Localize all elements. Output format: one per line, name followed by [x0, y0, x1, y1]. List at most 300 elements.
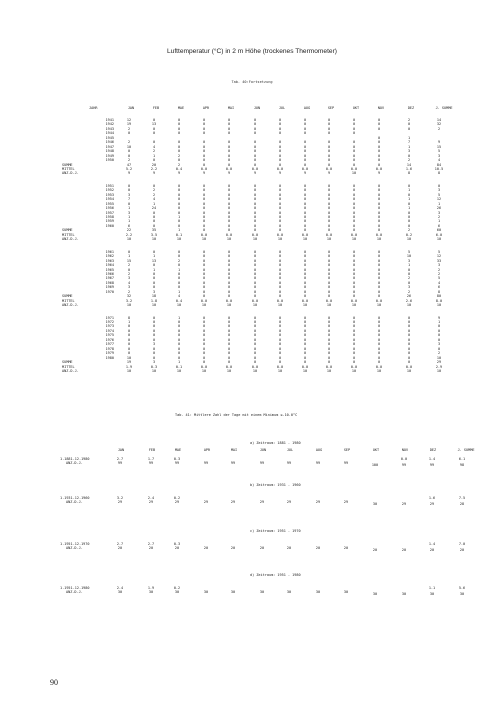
- table-cell: 0: [253, 215, 257, 219]
- table-cell: 0: [407, 280, 411, 285]
- table-cell: 0: [127, 149, 131, 154]
- table-cell: 0: [352, 153, 356, 158]
- table-cell: 0: [278, 210, 282, 215]
- table-cell: 26: [406, 294, 412, 299]
- table-cell: 0: [278, 315, 282, 320]
- year-label: 1977: [105, 342, 114, 347]
- page-title: Lufttemperatur (°C) in 2 m Höhe (trockenes Thermometer): [167, 48, 337, 55]
- table-cell: 0: [407, 342, 411, 347]
- table-cell: 0: [407, 210, 411, 215]
- table-cell: 2: [152, 149, 156, 154]
- table-cell: 30: [286, 590, 292, 595]
- table-cell: 0: [352, 192, 356, 197]
- column-header: JAN: [127, 106, 135, 110]
- table-cell: 0: [152, 328, 156, 333]
- table-cell: 7.0: [458, 542, 466, 546]
- table-cell: 0: [278, 337, 282, 342]
- table-cell: 3.2: [116, 496, 124, 500]
- table-cell: 10: [252, 303, 258, 308]
- table-cell: 0: [352, 223, 356, 228]
- table-cell: 0: [253, 285, 257, 290]
- table-cell: 0: [152, 355, 156, 360]
- table-caption-41: Tab. 41: Mittlere Zahl der Tage mit einem Minimum ≤-10.0°C: [175, 413, 298, 417]
- table-cell: 0.0: [200, 166, 208, 171]
- table-cell: 0: [227, 280, 231, 285]
- table-cell: 0: [177, 280, 181, 285]
- table-cell: 6: [437, 223, 441, 228]
- table-cell: 0: [152, 280, 156, 285]
- table-cell: 20: [151, 162, 157, 167]
- column-header: APR: [202, 106, 210, 110]
- table-cell: 0: [152, 276, 156, 281]
- table-cell: 99: [203, 461, 209, 466]
- year-label: 1944: [105, 131, 114, 136]
- table-cell: 0: [303, 197, 307, 202]
- table-cell: 10: [436, 368, 442, 373]
- table-cell: 0: [327, 188, 331, 193]
- table-cell: 0: [278, 280, 282, 285]
- table-cell: 0: [177, 328, 181, 333]
- table-cell: 0.0: [325, 166, 333, 171]
- table-cell: 8: [407, 171, 411, 176]
- table-cell: 0: [127, 183, 131, 188]
- table-cell: 14: [406, 162, 412, 167]
- table-cell: 0: [327, 144, 331, 149]
- table-cell: 0: [152, 263, 156, 268]
- table-cell: 0: [377, 183, 381, 188]
- table-cell: 0: [152, 158, 156, 163]
- table-cell: 0: [253, 140, 257, 145]
- row-label-anz: ANZ.D.J.: [62, 171, 79, 176]
- table-cell: 1.6: [405, 166, 413, 171]
- table-cell: 0: [278, 206, 282, 211]
- year-label: 1943: [105, 126, 114, 131]
- table-cell: 0: [227, 215, 231, 219]
- table-cell: 0: [377, 206, 381, 211]
- table-cell: 13: [151, 258, 157, 263]
- table-cell: 0: [377, 294, 381, 299]
- table-cell: 29: [436, 360, 442, 365]
- table-cell: 0: [253, 351, 257, 356]
- table-cell: 0: [352, 183, 356, 188]
- table-cell: 0: [327, 294, 331, 299]
- table-cell: 0: [202, 342, 206, 347]
- table-cell: 0: [352, 140, 356, 145]
- table-cell: 0: [352, 228, 356, 233]
- table-cell: 0: [303, 188, 307, 193]
- year-label: 1954: [105, 197, 114, 202]
- table-cell: 0: [227, 315, 231, 320]
- table-cell: 0: [303, 360, 307, 365]
- table-cell: 0: [202, 126, 206, 131]
- table-cell: 1: [127, 215, 131, 219]
- column-header: SEP: [343, 448, 351, 452]
- table-cell: 0: [278, 271, 282, 276]
- table-cell: 0: [227, 360, 231, 365]
- table-cell: 0: [278, 192, 282, 197]
- table-cell: 0: [278, 328, 282, 333]
- table-cell: 0: [253, 289, 257, 294]
- table-cell: 0: [327, 131, 331, 136]
- table-cell: 0: [407, 315, 411, 320]
- table-cell: 0: [352, 280, 356, 285]
- table-cell: 0: [303, 320, 307, 324]
- table-cell: 10: [351, 171, 357, 176]
- table-cell: 99: [343, 461, 349, 466]
- table-cell: 0: [152, 219, 156, 224]
- table-cell: 0: [352, 276, 356, 281]
- table-cell: 0: [377, 351, 381, 356]
- table-cell: 0: [227, 254, 231, 259]
- table-cell: 0.0: [301, 298, 309, 303]
- table-cell: 0: [327, 158, 331, 163]
- table-cell: 0: [177, 149, 181, 154]
- table-cell: 1: [407, 135, 411, 140]
- table-cell: 0: [278, 360, 282, 365]
- table-cell: 1: [437, 201, 441, 206]
- table-cell: 4: [437, 280, 441, 285]
- table-cell: 0: [177, 140, 181, 145]
- table-cell: 0: [202, 158, 206, 163]
- table-cell: 0: [253, 337, 257, 342]
- table-cell: 0: [437, 183, 441, 188]
- table-cell: 8.0: [435, 298, 443, 303]
- table-cell: 0: [327, 192, 331, 197]
- table-cell: 20: [174, 546, 180, 551]
- table-cell: 3: [407, 258, 411, 263]
- table-cell: 0: [177, 122, 181, 127]
- table-cell: 0.3: [173, 457, 181, 461]
- table-cell: 29: [429, 502, 435, 507]
- table-cell: 0: [303, 162, 307, 167]
- table-cell: 3.2: [125, 298, 133, 303]
- table-cell: 10: [406, 254, 412, 259]
- table-cell: 0: [327, 289, 331, 294]
- table-cell: 20: [459, 548, 465, 553]
- table-cell: 19: [126, 122, 132, 127]
- table-cell: 12: [436, 197, 442, 202]
- table-cell: 0: [327, 258, 331, 263]
- table-cell: 0: [407, 219, 411, 224]
- table-cell: 0.0: [375, 364, 383, 369]
- table-cell: 0: [278, 197, 282, 202]
- table-cell: 0: [177, 337, 181, 342]
- table-cell: 0: [407, 126, 411, 131]
- table-cell: 0: [303, 346, 307, 351]
- table-cell: 10: [226, 303, 232, 308]
- table-cell: 0: [227, 351, 231, 356]
- table-cell: 0: [278, 254, 282, 259]
- table-cell: 2.4: [147, 496, 155, 500]
- column-header: JUN: [259, 448, 267, 452]
- table-cell: 0: [303, 324, 307, 329]
- year-label: 1971: [105, 315, 114, 320]
- table-cell: 2.2: [125, 232, 133, 237]
- table-cell: 0: [303, 258, 307, 263]
- table-cell: 1: [177, 267, 181, 272]
- table-cell: 0: [327, 223, 331, 228]
- table-cell: 1.4: [428, 457, 436, 461]
- table-cell: 0: [377, 328, 381, 333]
- table-cell: 0: [202, 360, 206, 365]
- table-cell: 0: [202, 346, 206, 351]
- table-cell: 0: [253, 333, 257, 338]
- table-cell: 2: [407, 289, 411, 294]
- table-cell: 0: [352, 324, 356, 329]
- table-cell: 0: [152, 315, 156, 320]
- table-cell: 0: [437, 346, 441, 351]
- table-cell: 3: [437, 188, 441, 193]
- table-cell: 0: [227, 346, 231, 351]
- table-cell: 1: [177, 315, 181, 320]
- table-cell: 0: [227, 249, 231, 254]
- table-cell: 8: [437, 289, 441, 294]
- table-cell: 3: [437, 210, 441, 215]
- table-cell: 0: [437, 328, 441, 333]
- table-cell: 0: [352, 210, 356, 215]
- table-cell: 3: [437, 153, 441, 158]
- table-cell: 0: [127, 346, 131, 351]
- column-header: J. SUMME: [457, 448, 475, 452]
- table-cell: 1: [407, 263, 411, 268]
- table-cell: 7: [127, 197, 131, 202]
- table-cell: 0: [352, 315, 356, 320]
- year-label: 1953: [105, 192, 114, 197]
- table-cell: 0: [377, 254, 381, 259]
- table-cell: 0: [377, 263, 381, 268]
- table-cell: 0: [227, 153, 231, 158]
- table-cell: 10: [176, 237, 182, 242]
- table-cell: 0: [253, 263, 257, 268]
- table-cell: 0: [377, 210, 381, 215]
- table-cell: 0: [227, 183, 231, 188]
- table-cell: 0: [278, 351, 282, 356]
- table-cell: 12: [436, 254, 442, 259]
- table-cell: 0: [407, 153, 411, 158]
- table-cell: 0: [278, 201, 282, 206]
- table-cell: 1: [152, 201, 156, 206]
- table-cell: 1.6: [428, 496, 436, 500]
- table-cell: 0: [377, 271, 381, 276]
- table-cell: 0: [253, 162, 257, 167]
- table-cell: 0: [303, 131, 307, 136]
- table-cell: 0: [152, 337, 156, 342]
- table-cell: 0: [303, 144, 307, 149]
- table-cell: 0.0: [350, 166, 358, 171]
- table-cell: 0: [253, 219, 257, 224]
- table-cell: 5.6: [458, 586, 466, 590]
- table-cell: 0: [227, 162, 231, 167]
- table-cell: 14: [436, 118, 442, 122]
- table-cell: 0: [352, 333, 356, 338]
- table-cell: 0: [303, 276, 307, 281]
- table-cell: 0: [177, 131, 181, 136]
- table-cell: 0: [253, 210, 257, 215]
- table-cell: 9: [437, 315, 441, 320]
- table-cell: 0.0: [200, 232, 208, 237]
- table-cell: 0: [278, 149, 282, 154]
- table-cell: 9: [227, 171, 231, 176]
- table-cell: 0: [407, 192, 411, 197]
- table-cell: 0: [278, 122, 282, 127]
- table-cell: 29: [315, 500, 321, 505]
- table-cell: 0: [407, 346, 411, 351]
- table-cell: 0: [278, 140, 282, 145]
- year-label: 1974: [105, 328, 114, 333]
- table-cell: 0: [202, 333, 206, 338]
- table-cell: 0: [303, 126, 307, 131]
- table-cell: 10: [277, 303, 283, 308]
- table-cell: 99: [174, 461, 180, 466]
- table-cell: 0: [303, 342, 307, 347]
- table-cell: 0: [227, 320, 231, 324]
- table-cell: 0: [177, 201, 181, 206]
- table-cell: 0: [177, 206, 181, 211]
- column-header: JUL: [286, 448, 294, 452]
- section-heading: d) Zeitraum: 1951 - 1980: [250, 573, 301, 577]
- table-cell: 0: [352, 215, 356, 219]
- table-cell: 32: [436, 122, 442, 127]
- table-cell: 0: [202, 118, 206, 122]
- table-caption-40: Tab. 40:Fortsetzung: [231, 80, 273, 84]
- table-cell: 0: [253, 201, 257, 206]
- table-cell: 0: [278, 324, 282, 329]
- table-cell: 0: [407, 183, 411, 188]
- column-header: JAN: [117, 448, 125, 452]
- table-cell: 9: [177, 171, 181, 176]
- column-header: JUL: [278, 106, 286, 110]
- table-cell: 20: [315, 546, 321, 551]
- table-cell: 30: [148, 590, 154, 595]
- table-cell: 0: [352, 219, 356, 224]
- table-cell: 0: [352, 328, 356, 333]
- table-cell: 0: [202, 315, 206, 320]
- table-cell: 0: [303, 149, 307, 154]
- table-cell: 0.0: [225, 298, 233, 303]
- table-cell: 0: [407, 355, 411, 360]
- table-cell: 10: [176, 303, 182, 308]
- table-cell: 10: [201, 237, 207, 242]
- table-cell: 10: [406, 237, 412, 242]
- table-cell: 0: [303, 210, 307, 215]
- table-cell: 0: [278, 289, 282, 294]
- table-cell: 0: [202, 271, 206, 276]
- table-cell: 0: [377, 215, 381, 219]
- table-cell: 0: [278, 219, 282, 224]
- table-cell: 0: [278, 215, 282, 219]
- table-cell: 0: [352, 158, 356, 163]
- table-cell: 2: [127, 289, 131, 294]
- table-cell: 0: [377, 337, 381, 342]
- table-cell: 0: [377, 355, 381, 360]
- table-cell: 29: [148, 500, 154, 505]
- table-cell: 0: [303, 158, 307, 163]
- table-cell: 0: [407, 201, 411, 206]
- table-cell: 10: [277, 237, 283, 242]
- table-cell: 0: [352, 122, 356, 127]
- table-cell: 0: [253, 197, 257, 202]
- table-cell: 0: [177, 118, 181, 122]
- table-cell: 0: [227, 333, 231, 338]
- table-cell: 0: [152, 183, 156, 188]
- table-cell: 0: [127, 342, 131, 347]
- table-cell: 0: [253, 324, 257, 329]
- table-cell: 3: [127, 276, 131, 281]
- table-cell: 30: [429, 592, 435, 597]
- table-cell: 0: [253, 223, 257, 228]
- table-cell: 0: [177, 263, 181, 268]
- table-cell: 1: [407, 206, 411, 211]
- table-cell: 2: [407, 276, 411, 281]
- table-cell: 0: [177, 285, 181, 290]
- table-cell: 1.9: [125, 364, 133, 369]
- table-cell: 0: [202, 320, 206, 324]
- table-cell: 0: [352, 320, 356, 324]
- table-cell: 9: [377, 171, 381, 176]
- table-cell: 20: [148, 546, 154, 551]
- table-cell: 4: [177, 294, 181, 299]
- column-header: MAI: [230, 448, 238, 452]
- table-cell: 0: [377, 219, 381, 224]
- table-cell: 29: [401, 502, 407, 507]
- table-cell: 10: [151, 237, 157, 242]
- table-cell: 0: [352, 285, 356, 290]
- table-cell: 2: [152, 188, 156, 193]
- table-cell: 10: [226, 237, 232, 242]
- table-cell: 0: [202, 197, 206, 202]
- table-cell: 2.6: [405, 298, 413, 303]
- table-cell: 0: [177, 355, 181, 360]
- table-cell: 0: [327, 355, 331, 360]
- table-cell: 30: [203, 590, 209, 595]
- table-cell: 2: [437, 215, 441, 219]
- table-cell: 10: [252, 368, 258, 373]
- table-cell: 0.0: [350, 232, 358, 237]
- table-cell: 0.0: [200, 298, 208, 303]
- table-cell: 0: [303, 223, 307, 228]
- table-cell: 0: [407, 360, 411, 365]
- table-cell: 3: [407, 285, 411, 290]
- table-cell: 0: [202, 324, 206, 329]
- table-cell: 0: [303, 201, 307, 206]
- table-cell: 0: [177, 223, 181, 228]
- table-cell: 0: [352, 126, 356, 131]
- table-cell: 0: [352, 263, 356, 268]
- table-cell: 0: [327, 320, 331, 324]
- table-cell: 0: [202, 144, 206, 149]
- table-cell: 0: [278, 346, 282, 351]
- table-cell: 20: [401, 548, 407, 553]
- table-cell: 0: [352, 162, 356, 167]
- year-label: 1968: [105, 280, 114, 285]
- table-cell: 6.1: [458, 457, 466, 461]
- table-cell: 15: [436, 144, 442, 149]
- table-cell: 0: [377, 228, 381, 233]
- table-cell: 0: [327, 360, 331, 365]
- table-cell: 0: [227, 276, 231, 281]
- table-cell: 0: [177, 126, 181, 131]
- table-cell: 10: [351, 368, 357, 373]
- table-cell: 0: [152, 285, 156, 290]
- table-cell: 0: [177, 197, 181, 202]
- column-header: FEB: [152, 106, 160, 110]
- table-cell: 29: [174, 500, 180, 505]
- table-cell: 0: [327, 228, 331, 233]
- table-cell: 0: [377, 360, 381, 365]
- column-header: DEZ: [429, 448, 437, 452]
- table-cell: 0: [327, 122, 331, 127]
- table-cell: 0: [202, 254, 206, 259]
